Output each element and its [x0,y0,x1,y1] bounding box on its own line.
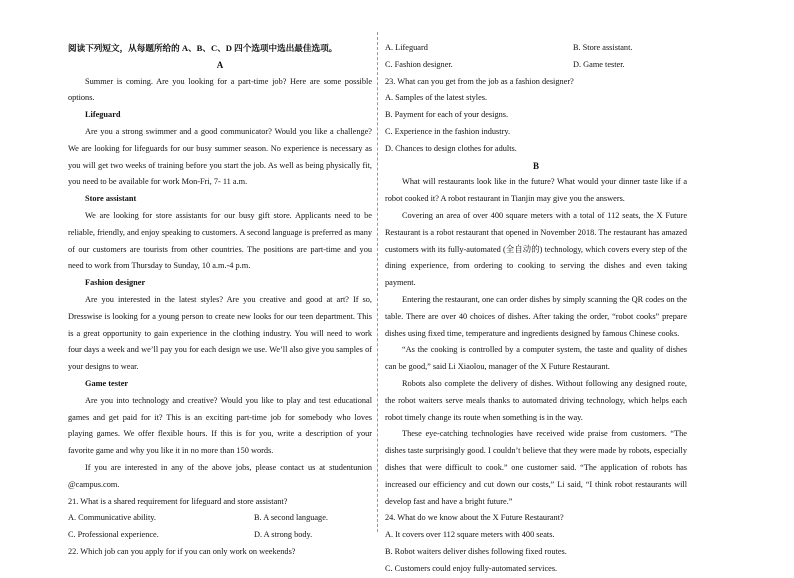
job-text-store-assistant: We are looking for store assistants for our busy gift store. Applicants need to be reliable, friendly, and enjoy speaking to customers. A second language is preferred as many of our customers are tourists from other countries. The positions are part-time and you need to work from Thursday to Sunday, 10 a.m.-4 p.m. [68,210,372,271]
question-21-stem: 21. What is a shared requirement for lifeguard and store assistant? [68,496,288,506]
question-23-option-b: B. Payment for each of your designs. [385,110,509,120]
job-title-game-tester: Game tester [85,378,129,388]
question-21-option-c: C. Professional experience. [68,530,159,540]
instruction: 阅读下列短文，从每题所给的 A、B、C、D 四个选项中选出最佳选项。 [68,43,338,53]
passage-b-paragraph-4: “As the cooking is controlled by a computer system, the taste and quality of dishes can be good,” said Li Xiaolou, manager of the X Future Restaurant. [385,345,687,372]
question-21-option-d: D. A strong body. [254,530,313,540]
left-column [68,40,372,561]
question-21-option-a: A. Communicative ability. [68,513,156,523]
passage-b-paragraph-6: These eye-catching technologies have received wide praise from customers. “The dishes taste surprisingly good. I couldn’t believe that they were made by robots, especially dishes that were difficult to cook.” one customer said. “The application of robots has increased our efficiency and cut down our costs,” Li said, “I think robot restaurants will develop fast and have a bright future.” [385,429,687,506]
job-title-store-assistant: Store assistant [85,194,137,204]
question-23-option-d: D. Chances to design clothes for adults. [385,143,517,153]
question-24-option-b: B. Robot waiters deliver dishes following fixed routes. [385,546,567,556]
question-21-options-row2 [68,527,372,544]
contact-paragraph: If you are interested in any of the above jobs, please contact us at studentunion @campus.com. [68,462,372,489]
right-column [385,40,687,578]
intro-paragraph: Summer is coming. Are you looking for a part-time job? Here are some possible options. [68,76,372,103]
question-23-option-c: C. Experience in the fashion industry. [385,126,511,136]
question-21-options-row1 [68,510,372,527]
job-title-lifeguard: Lifeguard [85,110,121,120]
question-22-stem: 22. Which job can you apply for if you can only work on weekends? [68,546,296,556]
job-text-game-tester: Are you into technology and creative? Would you like to play and test educational games and get paid for it? This is an exciting part-time job for somebody who loves playing games. We offer flexible hours. If this is for you, write a description of your favorite game and why you like it in no more than 150 words. [68,395,372,456]
passage-b-paragraph-5: Robots also complete the delivery of dishes. Without following any designed route, the robot waiters serve meals thanks to automated driving technology, which helps each robot timely change its route when something is in the way. [385,378,687,422]
question-24-option-c: C. Customers could enjoy fully-automated services. [385,563,558,573]
question-22-option-b: B. Store assistant. [573,43,633,52]
job-title-fashion-designer: Fashion designer [85,278,146,288]
job-text-lifeguard: Are you a strong swimmer and a good communicator? Would you like a challenge? We are looking for lifeguards for our busy summer season. No experience is necessary as you will get two weeks of training before you start the job. As well as being physically fit, you need to be available for work Mon-Fri, 7- 11 a.m. [68,126,372,187]
question-22-option-c: C. Fashion designer. [385,59,453,69]
question-22-option-a: A. Lifeguard [385,43,428,52]
job-text-fashion-designer: Are you interested in the latest styles? Are you creative and good at art? If so, Dresswise is looking for a young person to create new looks for our teen department. This is a great opportunity to gain experience in the clothing industry. You will need to work four days a week and we’ll pay you for each design we use. We’ll also give you samples of your designs to wear. [68,294,372,372]
question-22-options-row1 [385,40,687,57]
passage-b-label: B [532,160,539,171]
question-24-option-a: A. It covers over 112 square meters with 400 seats. [385,530,555,540]
question-23-stem: 23. What can you get from the job as a fashion designer? [385,76,574,86]
passage-b-paragraph-3: Entering the restaurant, one can order dishes by simply scanning the QR codes on the table. There are over 40 choices of dishes. After taking the order, “robot cooks” prepare dishes using fixed time, temperature and ingredients designed by famous Chinese cooks. [385,294,687,338]
question-23-option-a: A. Samples of the latest styles. [385,93,488,103]
passage-a-label: A [216,59,224,70]
column-divider [377,32,378,532]
question-22-options-row2 [385,57,687,74]
passage-b-paragraph-1: What will restaurants look like in the future? What would your dinner taste like if a robot cooked it? A robot restaurant in Tianjin may give you the answers. [385,177,687,204]
passage-b-paragraph-2: Covering an area of over 400 square meters with a total of 112 seats, the X Future Restaurant is a robot restaurant that opened in November 2018. The restaurant has amazed customers with its fully-automated (全自动的) technology, which covers every step of the dining experience, from ordering to cooking to serving the dishes and even taking payment. [385,210,687,288]
question-21-option-b: B. A second language. [254,513,328,523]
question-22-option-d: D. Game tester. [573,59,625,69]
question-24-stem: 24. What do we know about the X Future Restaurant? [385,513,564,523]
